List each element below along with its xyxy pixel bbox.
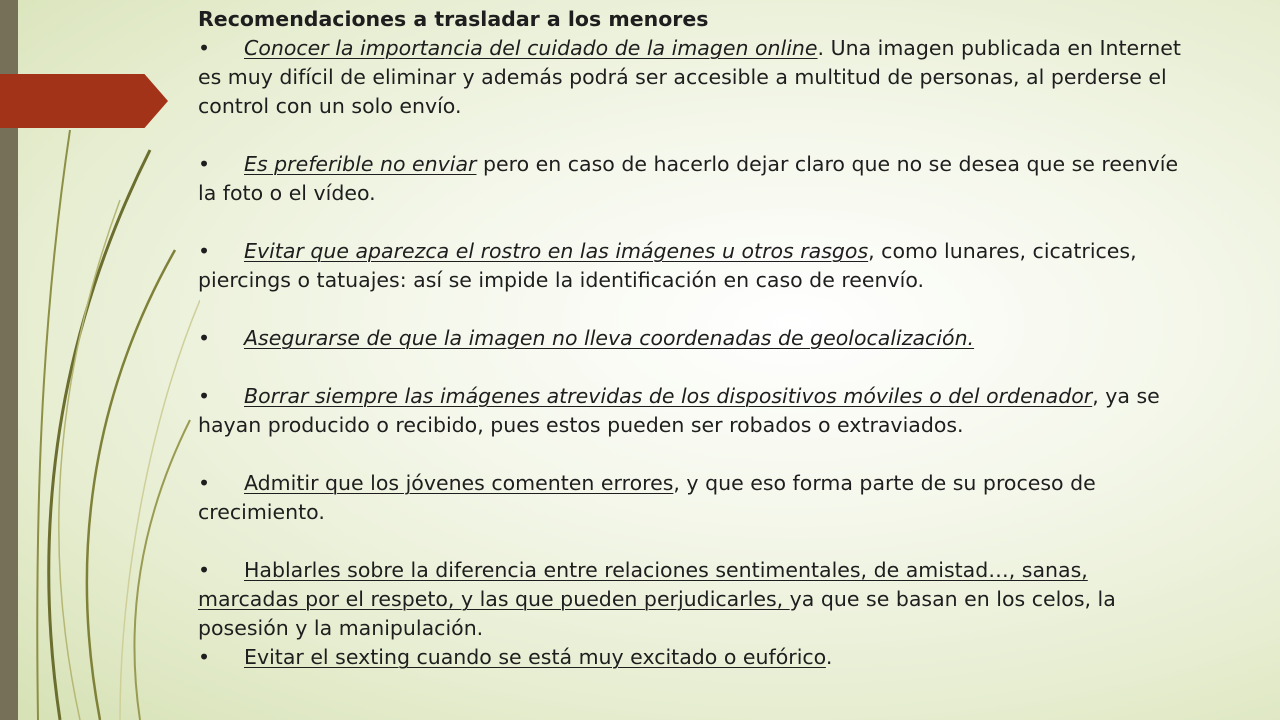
list-item-8 <box>198 643 1188 672</box>
list-item-5 <box>198 382 1188 440</box>
item-text: , como lunares, cicatrices, piercings o tatuajes: así se impide la identificación en caso de reenvío. <box>198 239 1137 292</box>
list-item-3 <box>198 237 1188 295</box>
item-text: . Una imagen publicada en Internet es muy difícil de eliminar y además podrá ser accesible a multitud de personas, al perderse el control con un solo envío. <box>198 36 1181 118</box>
item-text: , ya se hayan producido o recibido, pues estos pueden ser robados o extraviados. <box>198 384 1160 437</box>
bullet: • <box>198 645 211 669</box>
bullet: • <box>198 326 211 350</box>
highlight-text: Hablarles sobre la diferencia entre relaciones sentimentales, de amistad…, sanas, marcadas por el respeto, y las que pueden perjudicarles, <box>198 558 1088 611</box>
bullet: • <box>198 384 211 408</box>
item-text: . <box>825 645 833 669</box>
highlight-text: Asegurarse de que la imagen no lleva coordenadas de geolocalización. <box>244 326 975 350</box>
highlight-text: Conocer la importancia del cuidado de la imagen online <box>244 36 818 60</box>
highlight-text: Evitar el sexting cuando se está muy excitado o eufórico <box>244 645 826 669</box>
highlight-text: Borrar siempre las imágenes atrevidas de los dispositivos móviles o del ordenador <box>244 384 1093 408</box>
red-arrow-shape <box>0 74 168 128</box>
list-item-1 <box>198 34 1188 121</box>
list-item-2 <box>198 150 1188 208</box>
list-item-7 <box>198 556 1188 643</box>
item-text: , y que eso forma parte de su proceso de crecimiento. <box>198 471 1096 524</box>
list-item-4 <box>198 324 1188 353</box>
highlight-text: Es preferible no enviar <box>244 152 477 176</box>
item-text: pero en caso de hacerlo dejar claro que no se desea que se reenvíe la foto o el vídeo. <box>198 152 1179 205</box>
item-text: ya que se basan en los celos, la posesión y la manipulación. <box>198 587 1116 640</box>
slide-heading: Recomendaciones a trasladar a los menores <box>198 7 709 31</box>
list-item-6 <box>198 469 1188 527</box>
bullet: • <box>198 152 211 176</box>
bullet: • <box>198 36 211 60</box>
highlight-text: Evitar que aparezca el rostro en las imágenes u otros rasgos <box>244 239 869 263</box>
highlight-text: Admitir que los jóvenes comenten errores <box>244 471 674 495</box>
bullet: • <box>198 471 211 495</box>
bullet: • <box>198 239 211 263</box>
slide-content <box>198 4 1188 672</box>
bullet: • <box>198 558 211 582</box>
